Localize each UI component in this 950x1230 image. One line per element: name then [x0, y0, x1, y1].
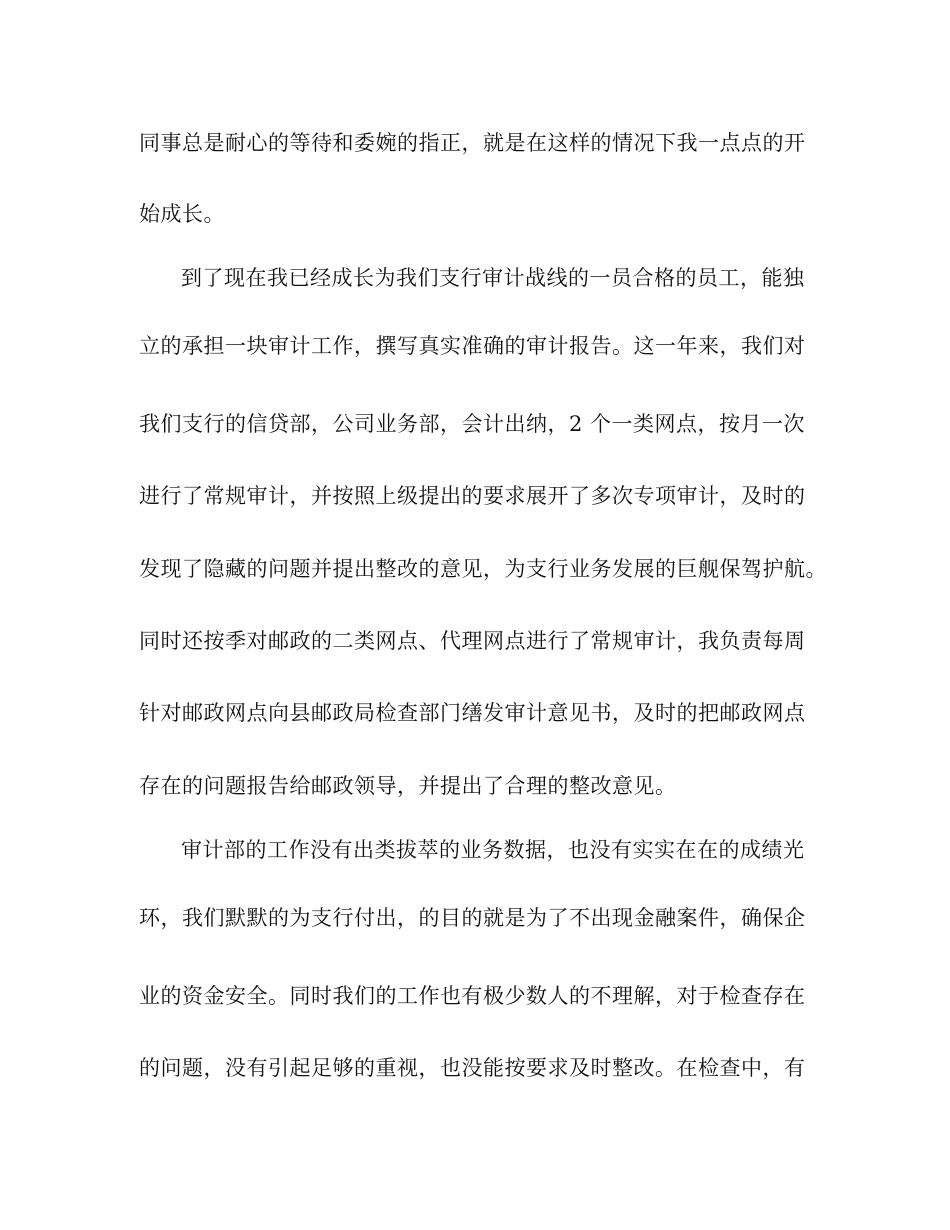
text-line-12: 环，我们默默的为支行付出，的目的就是为了不出现金融案件，确保企	[139, 906, 806, 930]
text-line-11: 审计部的工作没有出类拔萃的业务数据，也没有实实在在的成绩光	[181, 838, 805, 862]
text-line-1: 同事总是耐心的等待和委婉的指正，就是在这样的情况下我一点点的开	[139, 131, 806, 155]
text-line-13: 业的资金安全。同时我们的工作也有极少数人的不理解，对于检查存在	[139, 984, 806, 1008]
text-line-9: 针对邮政网点向县邮政局检查部门缮发审计意见书，及时的把邮政网点	[139, 701, 806, 725]
text-line-3: 到了现在我已经成长为我们支行审计战线的一员合格的员工，能独	[181, 266, 805, 290]
text-line-8: 同时还按季对邮政的二类网点、代理网点进行了常规审计，我负责每周	[139, 629, 806, 653]
text-line-4: 立的承担一块审计工作，撰写真实准确的审计报告。这一年来，我们对	[139, 334, 806, 358]
text-line-5: 我们支行的信贷部，公司业务部，会计出纳，2 个一类网点，按月一次	[139, 412, 806, 436]
text-line-14: 的问题，没有引起足够的重视，也没能按要求及时整改。在检查中，有	[139, 1056, 806, 1080]
text-line-2: 始成长。	[139, 202, 225, 226]
text-line-6: 进行了常规审计，并按照上级提出的要求展开了多次专项审计，及时的	[139, 484, 806, 508]
text-line-10: 存在的问题报告给邮政领导，并提出了合理的整改意见。	[139, 774, 677, 798]
text-line-7: 发现了隐藏的问题并提出整改的意见，为支行业务发展的巨舰保驾护航。	[139, 557, 827, 581]
